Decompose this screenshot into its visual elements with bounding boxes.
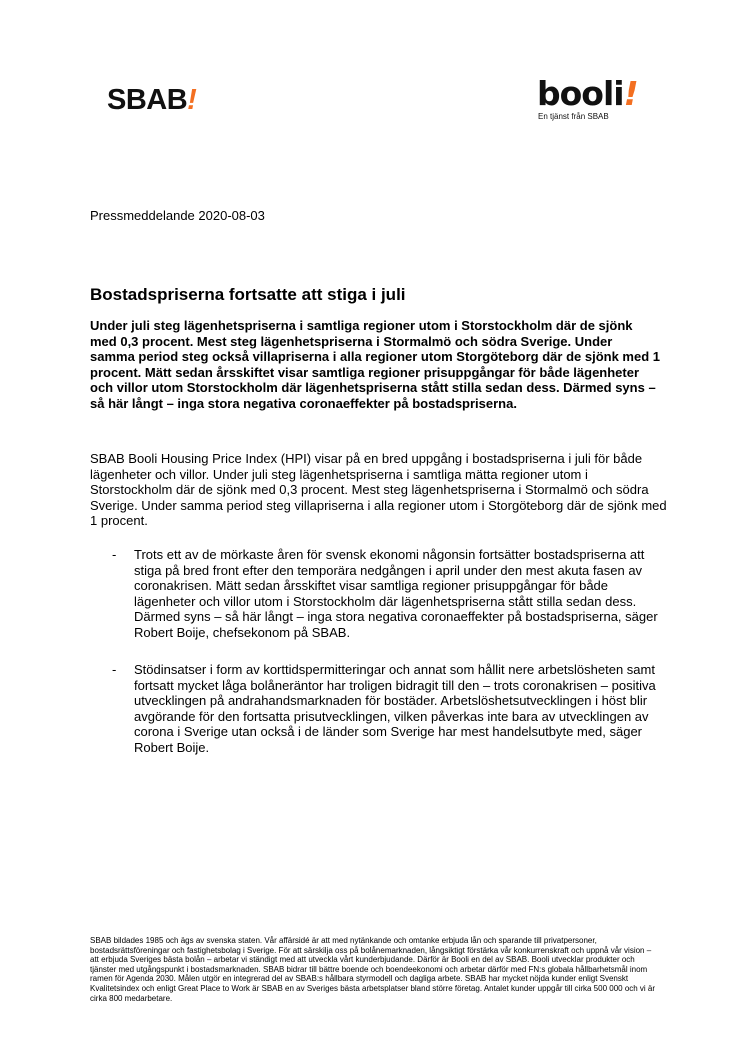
booli-logo-mark: ! <box>623 74 638 113</box>
sbab-logo-text: SBAB <box>107 84 188 116</box>
quote-text: Stödinsatser i form av korttidspermitteringar och annat som hållit nere arbetslösheten samt fortsatt mycket låga bolåneräntor har troligen bidragit till den – trots coronakrisen – positiva utvecklingen på andrahandsmarknaden för bostäder. Arbetslöshetsutvecklingen i höst blir avgörande för den fortsatta prisutvecklingen, vilken påverkas inte bara av utvecklingen av corona i Sverige utan också i de länder som Sverige har mest handelsutbyte med, säger Robert Boije. <box>134 662 656 755</box>
company-footer: SBAB bildades 1985 och ägs av svenska staten. Vår affärsidé är att med nytänkande och omtanke erbjuda lån och sparande till privatpersoner, bostadsrättsföreningar och fastighetsbolag i Sverige. För att särskilja oss på bolånemarknaden, långsiktigt förstärka vår konkurrenskraft och uppnå vår vision – att erbjuda Sveriges bästa bolån – arbetar vi ständigt med att utveckla vårt kunderbjudande. Därför är Booli en del av SBAB. Booli utvecklar produkter och tjänster med utgångspunkt i bostadsmarknaden. SBAB bidrar till bättre boende och boendeekonomi och arbetar därför med FN:s globala hållbarhetsmål inom ramen för Agenda 2030. Målen utgör en integrerad del av SBAB:s hållbara styrmodell och dagliga arbete. SBAB har mycket nöjda kunder enligt Svenskt Kvalitetsindex och enligt Great Place to Work är SBAB en av Sveriges bästa arbetsplatser bland större företag. Antalet kunder uppgår till cirka 500 000 och vi är cirka 800 medarbetare. <box>90 936 656 1003</box>
lead-paragraph: Under juli steg lägenhetspriserna i samtliga regioner utom i Storstockholm där de sjönk med 0,3 procent. Mest steg lägenhetspriserna i Stormalmö och södra Sverige. Under samma period steg också villapriserna i alla regioner utom Storgöteborg där de sjönk med 1 procent. Mätt sedan årsskiftet visar samtliga regioner prisuppgångar för både lägenheter och villor utom Storstockholm där lägenhetspriserna stått stilla sedan dess. Därmed syns – så här långt – inga stora negativa coronaeffekter på bostadspriserna. <box>90 318 661 411</box>
quote-item <box>112 547 672 641</box>
press-release-date: Pressmeddelande 2020-08-03 <box>90 208 265 223</box>
sbab-logo-mark: ! <box>187 84 197 116</box>
list-dash: - <box>112 662 117 677</box>
list-dash: - <box>112 547 117 562</box>
body-paragraph: SBAB Booli Housing Price Index (HPI) visar på en bred uppgång i bostadspriserna i juli för både lägenheter och villor. Under juli steg lägenhetspriserna i samtliga mätta regioner utom i Storstockholm där de sjönk med 0,3 procent. Mest steg lägenhetspriserna i Stormalmö och södra Sverige. Under samma period steg villapriserna i alla regioner utom i Storgöteborg där de sjönk med 1 procent. <box>90 451 667 529</box>
booli-tagline: En tjänst från SBAB <box>538 112 609 121</box>
booli-logo-text: booli <box>537 74 624 113</box>
quote-item <box>112 662 672 756</box>
sbab-logo <box>107 84 196 117</box>
quote-text: Trots ett av de mörkaste åren för svensk ekonomi någonsin fortsätter bostadspriserna att stiga på bred front efter den temporära nedgången i april under den mest akuta fasen av coronakrisen. Mätt sedan årsskiftet visar samtliga regioner prisuppgångar för både lägenheter och villor utom i Storstockholm där lägenhetspriserna stått stilla sedan dess. Därmed syns – så här långt – inga stora negativa coronaeffekter på bostadspriserna, säger Robert Boije, chefsekonom på SBAB. <box>134 547 658 640</box>
headline: Bostadspriserna fortsatte att stiga i juli <box>90 285 406 304</box>
booli-logo <box>537 74 638 113</box>
